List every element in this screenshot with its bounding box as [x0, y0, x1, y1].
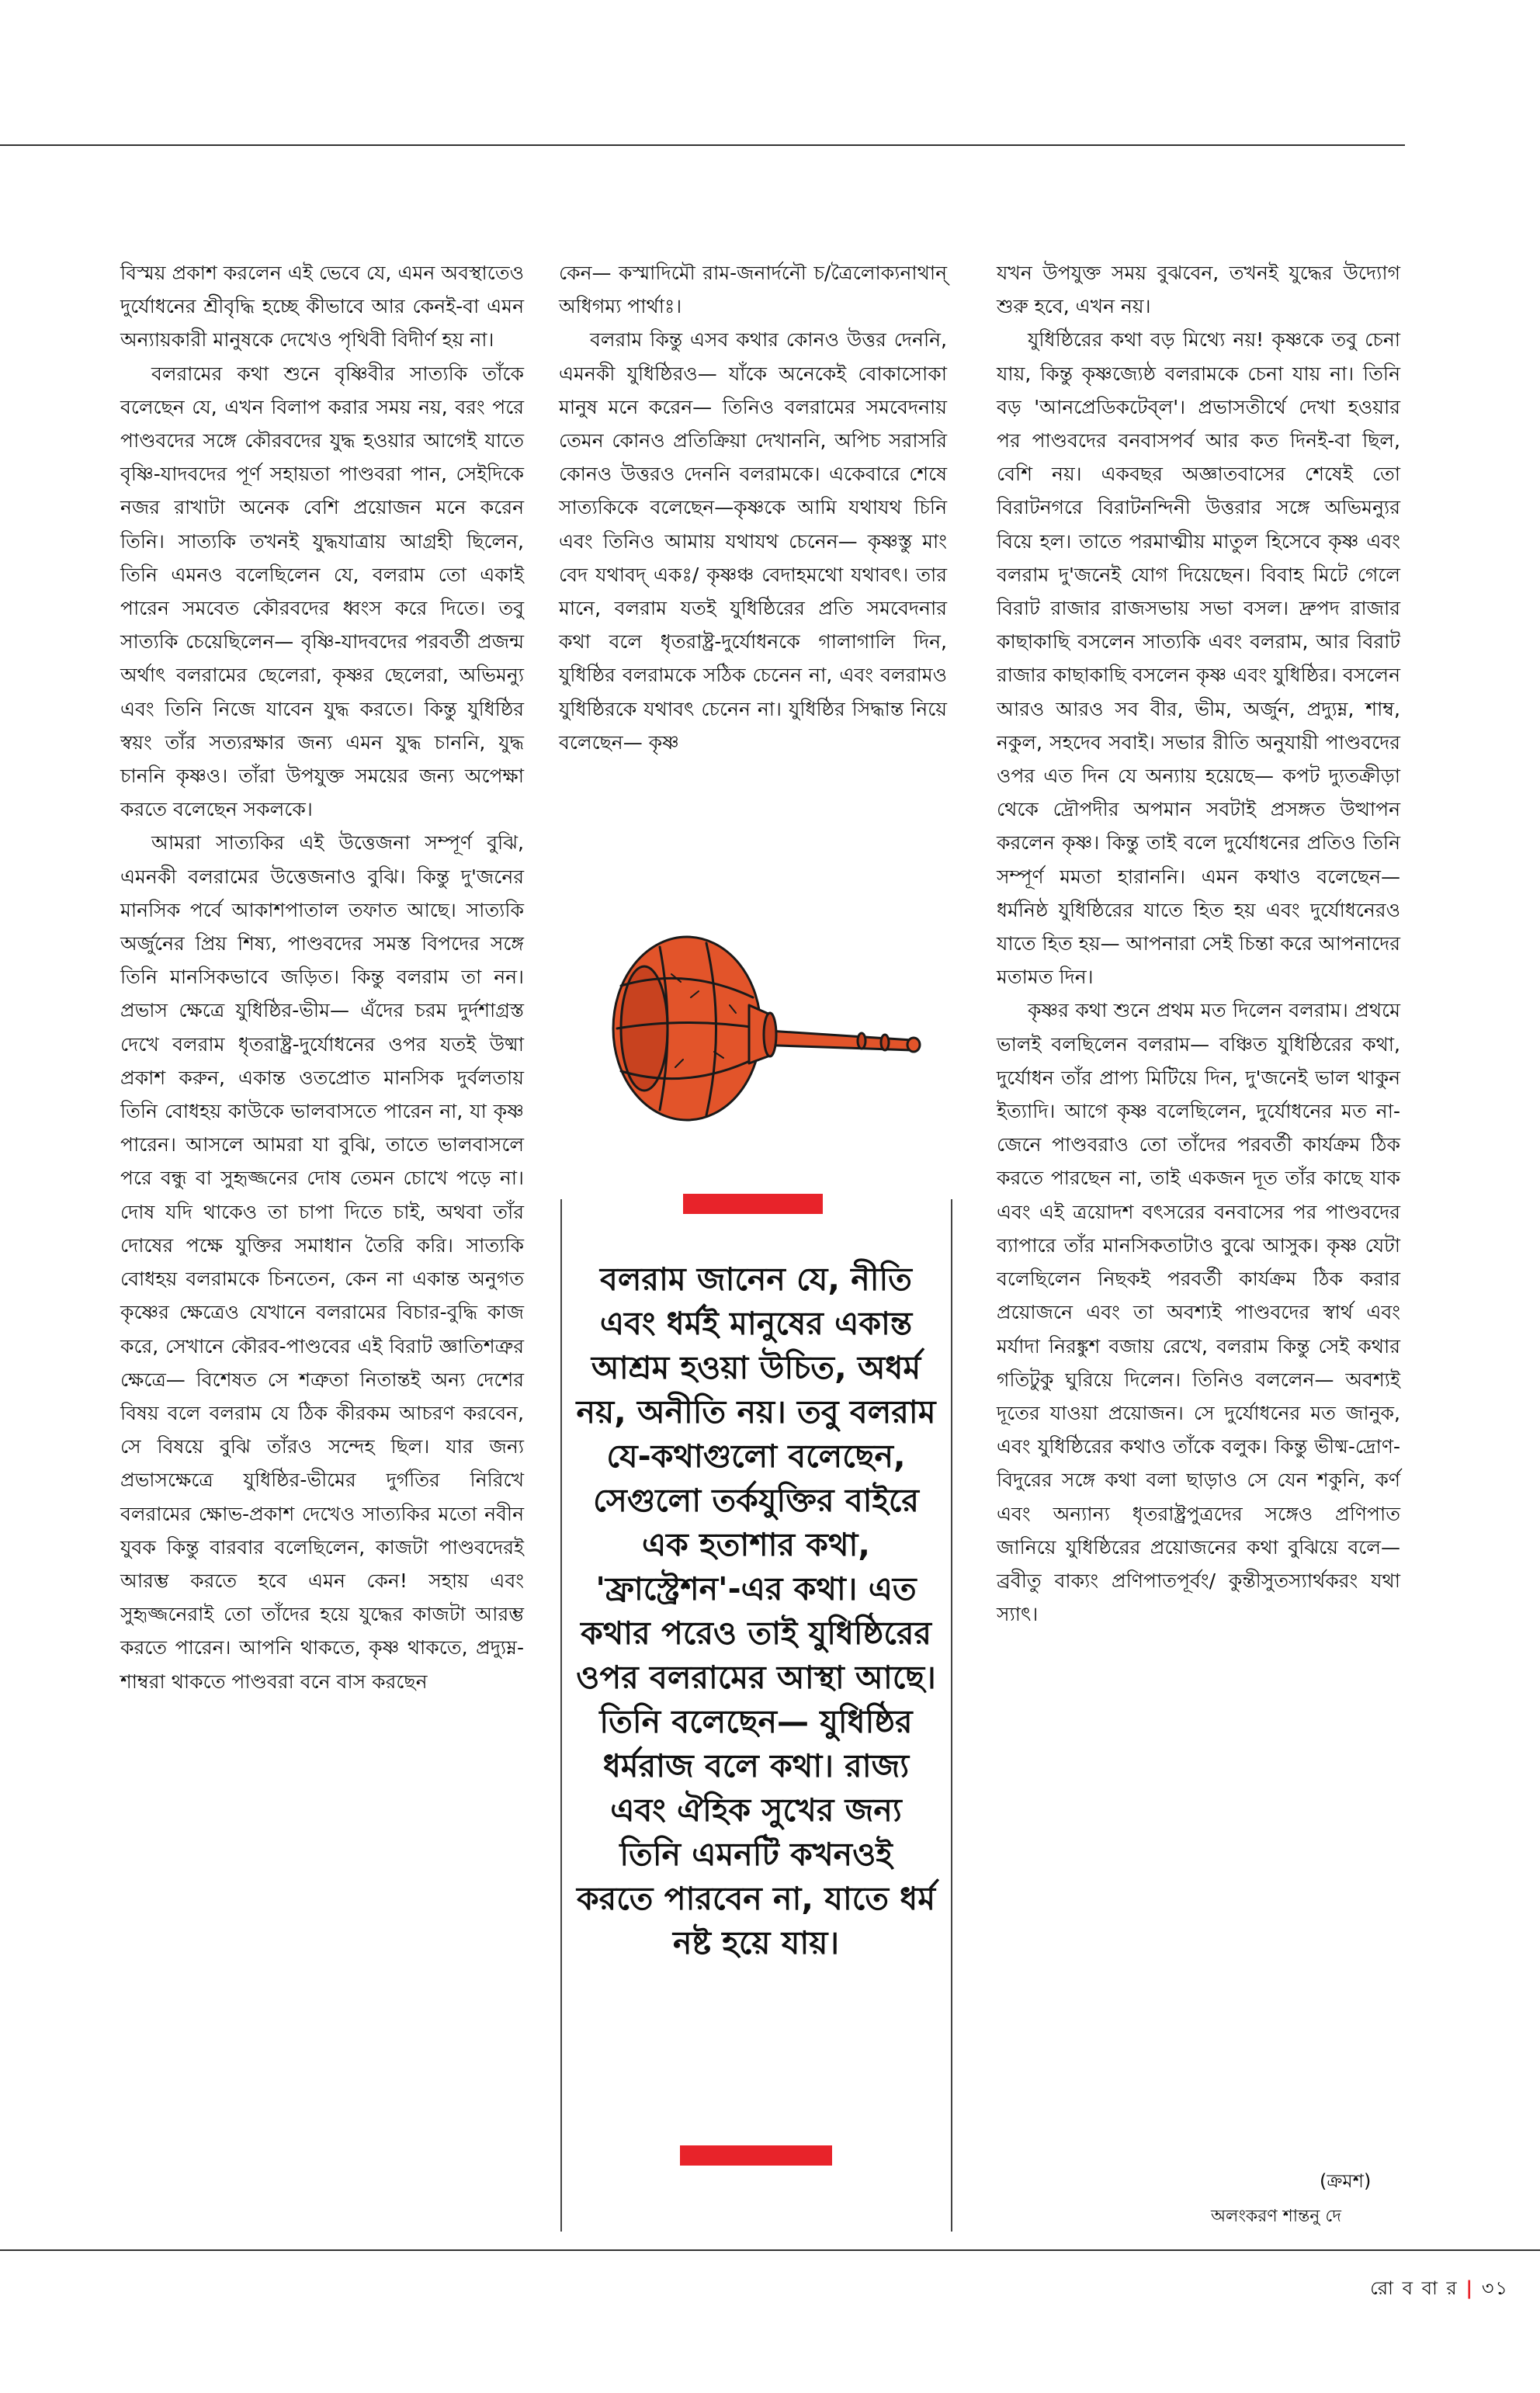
divider-line: [560, 1199, 562, 2232]
article-column-middle: [559, 256, 947, 759]
page-number: ৩১: [1481, 2277, 1509, 2299]
page-footer: [1370, 2274, 1509, 2305]
illustration-credit: অলংকরণ শান্তনু দে: [1211, 2207, 1341, 2226]
pull-quote-bar-bottom: [680, 2145, 832, 2166]
pull-quote: বলরাম জানেন যে, নীতি এবং ধর্মই মানুষের একান্ত আশ্রম হওয়া উচিত, অধর্ম নয়, অনীতি নয়। তবু বলরাম যে-কথাগুলো বলেছেন, সেগুলো তর্কযুক্তির বাইরে এক হতাশার কথা, 'ফ্রাস্ট্রেশন'-এর কথা। এত কথার পরেও তাই যুধিষ্ঠিরের ওপর বলরামের আস্থা আছে। তিনি বলেছেন— যুধিষ্ঠির ধর্মরাজ বলে কথা। রাজ্য এবং ঐহিক সুখের জন্য তিনি এমনটি কখনওই করতে পারবেন না, যাতে ধর্ম নষ্ট হয়ে যায়।: [576, 1261, 936, 1961]
article-column-right: [997, 256, 1400, 1631]
continued-label: (ক্রমশ): [1320, 2170, 1372, 2192]
mace-icon: [598, 912, 931, 1129]
paragraph: যুধিষ্ঠিরের কথা বড় মিথ্যে নয়! কৃষ্ণকে তবু চেনা যায়, কিন্তু কৃষ্ণজ্যেষ্ঠ বলরামকে চেনা যায় না। তিনি বড় 'আনপ্রেডিকটেব্‌ল'। প্রভাসতীর্থে দেখা হওয়ার পর পাণ্ডবদের বনবাসপর্ব আর কত দিনই-বা ছিল, বেশি নয়। একবছর অজ্ঞাতবাসের শেষেই তো বিরাটনগরে বিরাটনন্দিনী উত্তরার সঙ্গে অভিমন্যুর বিয়ে হল। তাতে পরমাত্মীয় মাতুল হিসেবে কৃষ্ণ এবং বলরাম দু'জনেই যোগ দিয়েছেন। বিবাহ মিটে গেলে বিরাট রাজার রাজসভায় সভা বসল। দ্রুপদ রাজার কাছাকাছি বসলেন সাত্যকি এবং বলরাম, আর বিরাট রাজার কাছাকাছি বসলেন কৃষ্ণ এবং যুধিষ্ঠির। বসলেন আরও আরও সব বীর, ভীম, অর্জুন, প্রদ্যুম্ন, শাম্ব, নকুল, সহদেব সবাই। সভার রীতি অনুযায়ী পাণ্ডবদের ওপর এত দিন যে অন্যায় হয়েছে— কপট দ্যুতক্রীড়া থেকে দ্রৌপদীর অপমান সবটাই প্রসঙ্গত উত্থাপন করলেন কৃষ্ণ। কিন্তু তাই বলে দুর্যোধনের প্রতিও তিনি সম্পূর্ণ মমতা হারাননি। এমন কথাও বলেছেন— ধর্মনিষ্ঠ যুধিষ্ঠিরের যাতে হিত হয় এবং দুর্যোধনেরও যাতে হিত হয়— আপনারা সেই চিন্তা করে আপনাদের মতামত দিন।: [997, 328, 1400, 989]
paragraph: কেন— কস্মাদিমৌ রাম-জনার্দনৌ চ/ত্রৈলোক্যনাথান্ অধিগম্য পার্থাঃ।: [559, 262, 947, 318]
paragraph: আমরা সাত্যকির এই উত্তেজনা সম্পূর্ণ বুঝি, এমনকী বলরামের উত্তেজনাও বুঝি। কিন্তু দু'জনের মানসিক পর্বে আকাশপাতাল তফাত আছে। সাত্যকি অর্জুনের প্রিয় শিষ্য, পাণ্ডবদের সমস্ত বিপদের সঙ্গে তিনি মানসিকভাবে জড়িত। কিন্তু বলরাম তা নন। প্রভাস ক্ষেত্রে যুধিষ্ঠির-ভীম— এঁদের চরম দুর্দশাগ্রস্ত দেখে বলরাম ধৃতরাষ্ট্র-দুর্যোধনের ওপর যতই উষ্মা প্রকাশ করুন, একান্ত ওতপ্রোত মানসিক দুর্বলতায় তিনি বোধহয় কাউকে ভালবাসতে পারেন না, যা কৃষ্ণ পারেন। আসলে আমরা যা বুঝি, তাতে ভালবাসলে পরে বন্ধু বা সুহৃজ্জনের দোষ তেমন চোখে পড়ে না। দোষ যদি থাকেও তা চাপা দিতে চাই, অথবা তাঁর দোষের পক্ষে যুক্তির সমাধান তৈরি করি। সাত্যকি বোধহয় বলরামকে চিনতেন, কেন না একান্ত অনুগত কৃষ্ণের ক্ষেত্রেও যেখানে বলরামের বিচার-বুদ্ধি কাজ করে, সেখানে কৌরব-পাণ্ডবের এই বিরাট জ্ঞাতিশত্রুর ক্ষেত্রে— বিশেষত সে শত্রুতা নিতান্তই অন্য দেশের বিষয় বলে বলরাম যে ঠিক কীরকম আচরণ করবেন, সে বিষয়ে বুঝি তাঁরও সন্দেহ ছিল। যার জন্য প্রভাসক্ষেত্রে যুধিষ্ঠির-ভীমের দুর্গতির নিরিখে বলরামের ক্ষোভ-প্রকাশ দেখেও সাত্যকির মতো নবীন যুবক কিন্তু বারবার বলেছিলেন, কাজটা পাণ্ডবদেরই আরম্ভ করতে হবে এমন কেন! সহায় এবং সুহৃজ্জনেরাই তো তাঁদের হয়ে যুদ্ধের কাজটা আরম্ভ করতে পারেন। আপনি থাকতে, কৃষ্ণ থাকতে, প্রদ্যুম্ন-শাম্বরা থাকতে পাণ্ডবরা বনে বাস করছেন: [120, 831, 524, 1693]
pull-quote-bar-top: [683, 1194, 823, 1214]
article-column-left: [120, 256, 524, 1698]
divider-line: [951, 1199, 952, 2232]
paragraph: যখন উপযুক্ত সময় বুঝবেন, তখনই যুদ্ধের উদ্যোগ শুরু হবে, এখন নয়।: [997, 262, 1400, 318]
top-rule: [0, 144, 1405, 146]
paragraph: বিস্ময় প্রকাশ করলেন এই ভেবে যে, এমন অবস্থাতেও দুর্যোধনের শ্রীবৃদ্ধি হচ্ছে কীভাবে আর কেনই-বা এমন অন্যায়কারী মানুষকে দেখেও পৃথিবী বিদীর্ণ হয় না।: [120, 262, 524, 352]
magazine-name: রো ব বা র: [1370, 2277, 1458, 2299]
paragraph: কৃষ্ণর কথা শুনে প্রথম মত দিলেন বলরাম। প্রথমে ভালই বলছিলেন বলরাম— বঞ্চিত যুধিষ্ঠিরের কথা, দুর্যোধন তাঁর প্রাপ্য মিটিয়ে দিন, দু'জনেই ভাল থাকুন ইত্যাদি। আগে কৃষ্ণ বলেছিলেন, দুর্যোধনের মত না-জেনে পাণ্ডবরাও তো তাঁদের পরবর্তী কার্যক্রম ঠিক করতে পারছেন না, তাই একজন দূত তাঁর কাছে যাক এবং এই ত্রয়োদশ বৎসরের বনবাসের পর পাণ্ডবদের ব্যাপারে তাঁর মানসিকতাটাও বুঝে আসুক। কৃষ্ণ যেটা বলেছিলেন নিছকই পরবর্তী কার্যক্রম ঠিক করার প্রয়োজনে এবং তা অবশ্যই পাণ্ডবদের স্বার্থ এবং মর্যাদা নিরঙ্কুশ বজায় রেখে, বলরাম কিন্তু সেই কথার গতিটুকু ঘুরিয়ে দিলেন। তিনিও বললেন— অবশ্যই দূতের যাওয়া প্রয়োজন। সে দুর্যোধনের মত জানুক, এবং যুধিষ্ঠিরের কথাও তাঁকে বলুক। কিন্তু ভীষ্ম-দ্রোণ-বিদুরের সঙ্গে কথা বলা ছাড়াও সে যেন শকুনি, কর্ণ এবং অন্যান্য ধৃতরাষ্ট্রপুত্রদের সঙ্গেও প্রণিপাত জানিয়ে যুধিষ্ঠিরের প্রয়োজনের কথা বুঝিয়ে বলে— ব্রবীতু বাক্যং প্রণিপাতপূর্বং/ কুন্তীসুতস্যার্থকরং যথা স্যাৎ।: [997, 999, 1400, 1626]
paragraph: বলরামের কথা শুনে বৃষ্ণিবীর সাত্যকি তাঁকে বলেছেন যে, এখন বিলাপ করার সময় নয়, বরং পরে পাণ্ডবদের সঙ্গে কৌরবদের যুদ্ধ হওয়ার আগেই যাতে বৃষ্ণি-যাদবদের পূর্ণ সহায়তা পাণ্ডবরা পান, সেইদিকে নজর রাখাটা অনেক বেশি প্রয়োজন মনে করেন তিনি। সাত্যকি তখনই যুদ্ধযাত্রায় আগ্রহী ছিলেন, তিনি এমনও বলেছিলেন যে, বলরাম তো একাই পারেন সমবেত কৌরবদের ধ্বংস করে দিতে। তবু সাত্যকি চেয়েছিলেন— বৃষ্ণি-যাদবদের পরবর্তী প্রজন্ম অর্থাৎ বলরামের ছেলেরা, কৃষ্ণর ছেলেরা, অভিমন্যু এবং তিনি নিজে যাবেন যুদ্ধ করতে। কিন্তু যুধিষ্ঠির স্বয়ং তাঁর সত্যরক্ষার জন্য এমন যুদ্ধ চাননি, যুদ্ধ চাননি কৃষ্ণও। তাঁরা উপযুক্ত সময়ের জন্য অপেক্ষা করতে বলেছেন সকলকে।: [120, 362, 524, 821]
paragraph: বলরাম কিন্তু এসব কথার কোনও উত্তর দেননি, এমনকী যুধিষ্ঠিরও— যাঁকে অনেকেই বোকাসোকা মানুষ মনে করেন— তিনিও বলরামের সমবেদনায় তেমন কোনও প্রতিক্রিয়া দেখাননি, অপিচ সরাসরি কোনও উত্তরও দেননি বলরামকে। একেবারে শেষে সাত্যকিকে বলেছেন—কৃষ্ণকে আমি যথাযথ চিনি এবং তিনিও আমায় যথাযথ চেনেন— কৃষ্ণস্তু মাং বেদ যথাবদ্ একঃ/ কৃষ্ণঞ্চ বেদাহমথো যথাবৎ। তার মানে, বলরাম যতই যুধিষ্ঠিরের প্রতি সমবেদনার কথা বলে ধৃতরাষ্ট্র-দুর্যোধনকে গালাগালি দিন, যুধিষ্ঠির বলরামকে সঠিক চেনেন না, এবং বলরামও যুধিষ্ঠিরকে যথাবৎ চেনেন না। যুধিষ্ঠির সিদ্ধান্ত নিয়ে বলেছেন— কৃষ্ণ: [559, 328, 947, 754]
footer-separator: |: [1465, 2277, 1475, 2299]
bottom-rule: [0, 2249, 1540, 2251]
